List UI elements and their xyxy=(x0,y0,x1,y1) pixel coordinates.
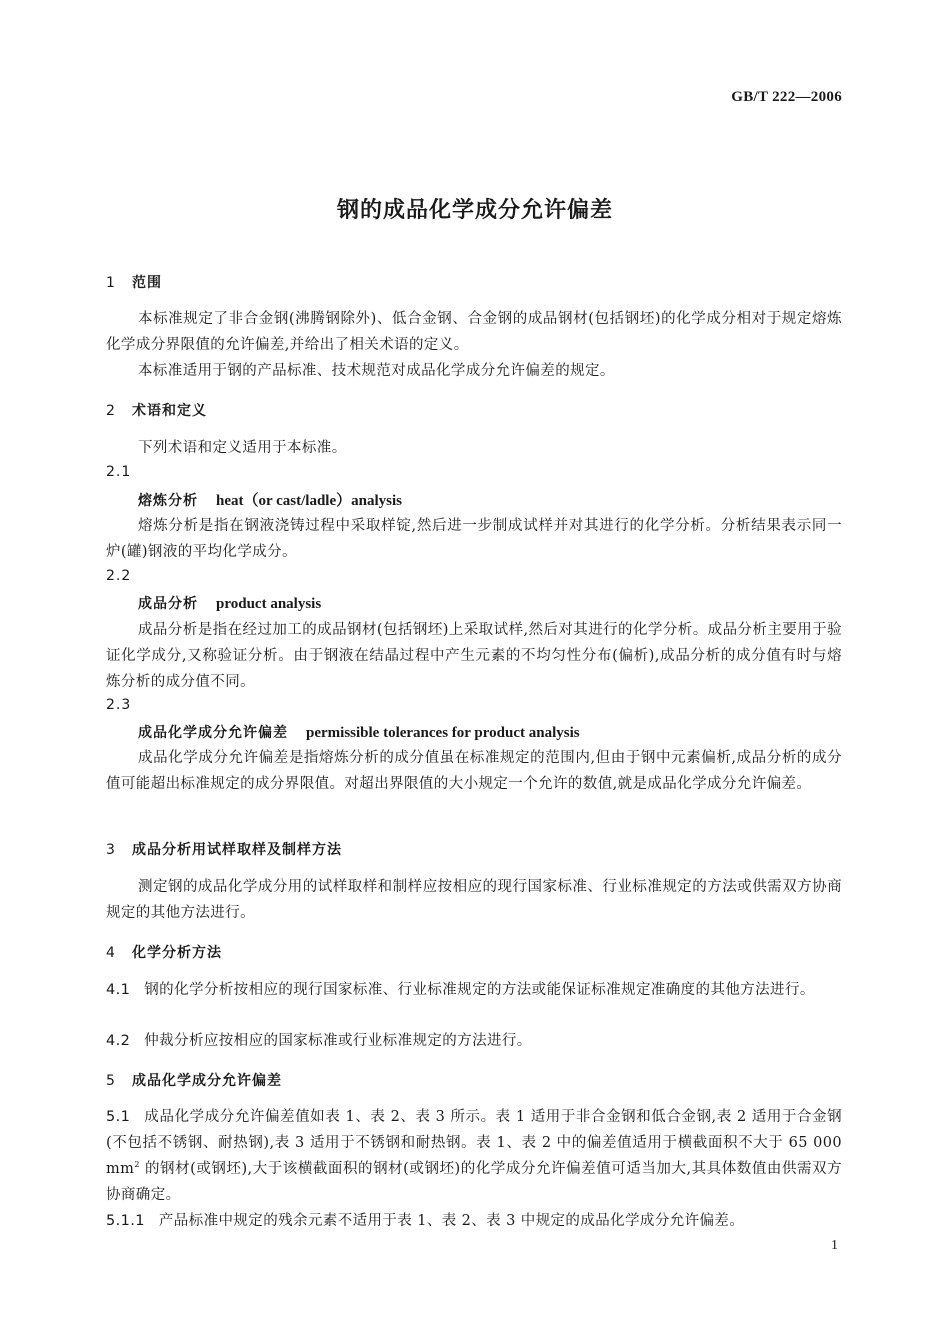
clause-5-1 xyxy=(106,1104,842,1208)
section-number: 4 xyxy=(106,945,116,961)
term-english: permissible tolerances for product analysis xyxy=(306,725,580,741)
document-title: 钢的成品化学成分允许偏差 xyxy=(336,198,613,223)
term-2-1-title xyxy=(106,489,874,510)
clause-text-part-2: 的钢材(或钢坯),大于该横截面积的钢材(或钢坯)的化学成分允许偏差值可适当加大,其具体数值由供需双方协商确定。 xyxy=(106,1161,842,1203)
term-2-1-definition: 熔炼分析是指在钢液浇铸过程中采取样锭,然后进一步制成试样并对其进行的化学分析。分析结果表示同一炉(罐)钢液的平均化学成分。 xyxy=(106,518,842,560)
section-5-heading xyxy=(106,1070,842,1090)
section-3-paragraph-1: 测定钢的成品化学成分用的试样取样和制样应按相应的现行国家标准、行业标准规定的方法或供需双方协商规定的其他方法进行。 xyxy=(106,879,842,921)
clause-number: 4.1 xyxy=(106,982,131,998)
term-chinese: 成品分析 xyxy=(138,596,198,612)
section-1-paragraph-1: 本标准规定了非合金钢(沸腾钢除外)、低合金钢、合金钢的成品钢材(包括钢坯)的化学成分相对于规定熔炼化学成分界限值的允许偏差,并给出了相关术语的定义。 xyxy=(106,311,842,353)
section-1-heading xyxy=(106,272,842,292)
section-title: 术语和定义 xyxy=(132,403,207,419)
clause-text-part-1: 成品化学成分允许偏差值如表 1、表 2、表 3 所示。表 1 适用于非合金钢和低合金钢,表 2 适用于合金钢(不包括不锈钢、耐热钢),表 3 适用于不锈钢和耐热钢。表 1、表 2 中的偏差值适用于横截面积不大于 65 000 mm xyxy=(106,1109,842,1177)
term-2-2-number: 2.2 xyxy=(106,568,132,584)
term-2-3-number: 2.3 xyxy=(106,697,132,713)
section-4-heading xyxy=(106,942,842,962)
clause-4-2 xyxy=(106,1028,842,1054)
term-english: product analysis xyxy=(216,596,322,612)
term-2-3-definition: 成品化学成分允许偏差是指熔炼分析的成分值虽在标准规定的范围内,但由于钢中元素偏析,成品分析的成分值可能超出标准规定的成分界限值。对超出界限值的大小规定一个允许的数值,就是成品化学成分允许偏差。 xyxy=(106,750,842,792)
clause-4-1 xyxy=(106,977,842,1003)
section-1-paragraph-2: 本标准适用于钢的产品标准、技术规范对成品化学成分允许偏差的规定。 xyxy=(138,363,615,379)
section-title: 成品化学成分允许偏差 xyxy=(132,1073,282,1089)
section-3-heading xyxy=(106,839,842,859)
section-2-heading xyxy=(106,400,842,420)
page-number: 1 xyxy=(831,1238,838,1253)
term-chinese: 成品化学成分允许偏差 xyxy=(138,725,288,741)
section-number: 5 xyxy=(106,1073,116,1089)
section-title: 成品分析用试样取样及制样方法 xyxy=(132,842,342,858)
clause-number: 5.1.1 xyxy=(106,1213,145,1229)
clause-text: 钢的化学分析按相应的现行国家标准、行业标准规定的方法或能保证标准规定准确度的其他方法进行。 xyxy=(144,982,815,998)
section-title: 范围 xyxy=(132,275,162,291)
clause-5-1-1 xyxy=(106,1208,842,1234)
clause-text: 仲裁分析应按相应的国家标准或行业标准规定的方法进行。 xyxy=(144,1033,532,1049)
section-number: 2 xyxy=(106,403,116,419)
clause-text: 产品标准中规定的残余元素不适用于表 1、表 2、表 3 中规定的成品化学成分允许偏差。 xyxy=(158,1213,745,1229)
section-2-intro: 下列术语和定义适用于本标准。 xyxy=(138,440,347,456)
term-2-3-title xyxy=(106,722,874,742)
section-title: 化学分析方法 xyxy=(132,945,222,961)
term-2-2-title xyxy=(106,593,874,613)
clause-number: 4.2 xyxy=(106,1033,131,1049)
standard-code: GB/T 222—2006 xyxy=(731,89,842,105)
term-2-1-number: 2.1 xyxy=(106,464,132,480)
section-number: 3 xyxy=(106,842,116,858)
superscript-2: 2 xyxy=(134,1160,140,1170)
term-chinese: 熔炼分析 xyxy=(138,493,198,509)
clause-number: 5.1 xyxy=(106,1109,131,1125)
term-2-2-definition: 成品分析是指在经过加工的成品钢材(包括钢坯)上采取试样,然后对其进行的化学分析。成品分析主要用于验证化学成分,又称验证分析。由于钢液在结晶过程中产生元素的不均匀性分布(偏析),成品分析的成分值有时与熔炼分析的成分值不同。 xyxy=(106,622,842,690)
section-number: 1 xyxy=(106,275,116,291)
term-english: heat（or cast/ladle）analysis xyxy=(216,493,402,509)
